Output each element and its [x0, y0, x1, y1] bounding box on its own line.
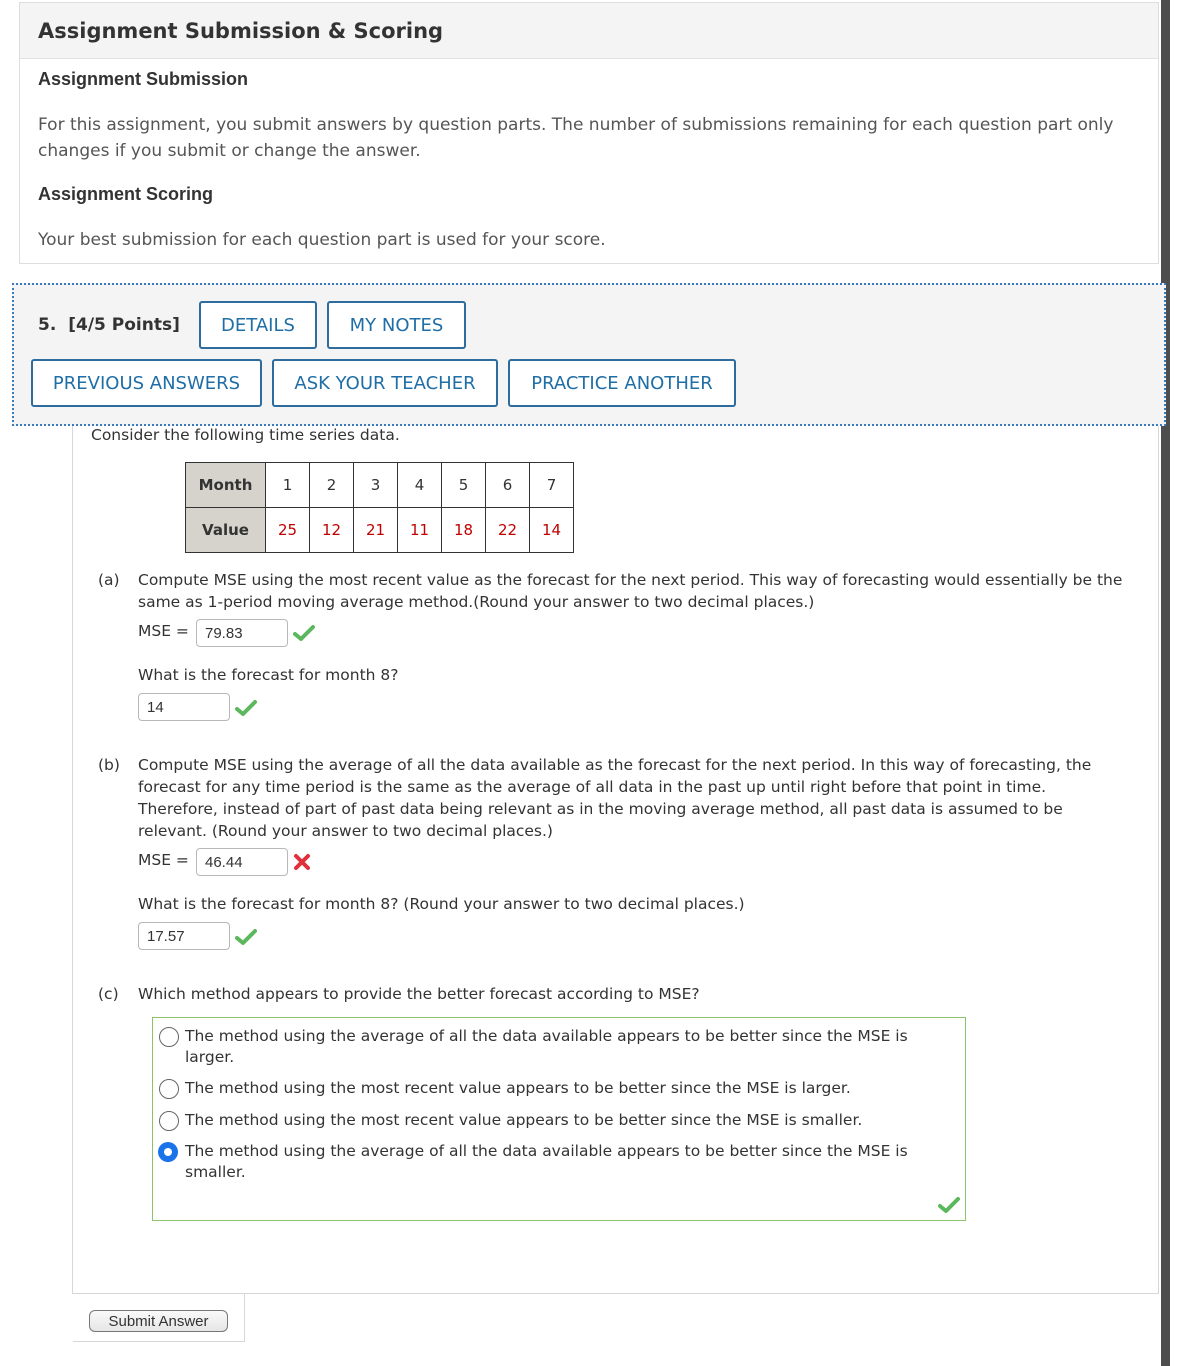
part-a-forecast-question: What is the forecast for month 8?	[138, 666, 399, 684]
ask-your-teacher-button[interactable]: ASK YOUR TEACHER	[272, 359, 498, 407]
question-intro: Consider the following time series data.	[91, 426, 400, 444]
submission-text: For this assignment, you submit answers by question parts. The number of submissions remaining for each question part only changes if you submit or change the answer.	[38, 115, 1114, 161]
question-header	[12, 283, 1166, 426]
value-cell: 11	[398, 508, 442, 553]
value-header: Value	[186, 508, 266, 553]
part-a-text: Compute MSE using the most recent value as the forecast for the next period. This way of forecasting would essentially be the same as 1-period moving average method.(Round your answer to two decimal places.)	[138, 571, 1123, 611]
check-icon	[235, 699, 257, 717]
part-b-forecast-question: What is the forecast for month 8? (Round your answer to two decimal places.)	[138, 895, 745, 913]
month-cell: 4	[398, 463, 442, 508]
radio-option-4-selected[interactable]	[158, 1142, 178, 1162]
month-header: Month	[186, 463, 266, 508]
option-1-text: The method using the average of all the data available appears to be better since the MSE is larger.	[185, 1027, 908, 1066]
submit-answer-button[interactable]: Submit Answer	[89, 1310, 228, 1332]
cross-icon	[293, 853, 311, 871]
scrollbar[interactable]	[1161, 0, 1170, 1366]
table-row-value	[186, 508, 574, 553]
part-b-label: (b)	[98, 756, 120, 774]
part-a-mse-label: MSE =	[138, 622, 189, 640]
value-cell: 12	[310, 508, 354, 553]
value-cell: 22	[486, 508, 530, 553]
assignment-title: Assignment Submission & Scoring	[38, 19, 444, 43]
month-cell: 6	[486, 463, 530, 508]
part-b-mse-input[interactable]: 46.44	[196, 848, 288, 876]
submission-heading: Assignment Submission	[38, 69, 249, 89]
option-3-text: The method using the most recent value appears to be better since the MSE is smaller.	[185, 1111, 863, 1129]
question-number	[38, 315, 180, 335]
my-notes-button[interactable]: MY NOTES	[327, 301, 466, 349]
check-icon	[235, 928, 257, 946]
details-button[interactable]: DETAILS	[199, 301, 317, 349]
table-row-month	[186, 463, 574, 508]
part-c-label: (c)	[98, 985, 119, 1003]
assignment-header	[20, 3, 1158, 59]
part-b-forecast-input[interactable]: 17.57	[138, 922, 230, 950]
time-series-table	[185, 462, 574, 553]
part-b-text: Compute MSE using the average of all the data available as the forecast for the next period. In this way of forecasting, the forecast for any time period is the same as the average of all data in the past up until right before that point in time. Therefore, instead of part of past data being relevant as in the moving average method, all past data is assumed to be relevant. (Round your answer to two decimal places.)	[138, 756, 1092, 840]
radio-option-2[interactable]	[159, 1079, 179, 1099]
value-cell: 18	[442, 508, 486, 553]
radio-option-1[interactable]	[159, 1027, 179, 1047]
value-cell: 14	[530, 508, 574, 553]
month-cell: 3	[354, 463, 398, 508]
part-b-mse-label: MSE =	[138, 851, 189, 869]
value-cell: 21	[354, 508, 398, 553]
assignment-info-box	[19, 2, 1159, 264]
month-cell: 2	[310, 463, 354, 508]
practice-another-button[interactable]: PRACTICE ANOTHER	[508, 359, 736, 407]
month-cell: 5	[442, 463, 486, 508]
part-c-text: Which method appears to provide the better forecast according to MSE?	[138, 985, 700, 1003]
check-icon	[293, 624, 315, 642]
question-points: [4/5 Points]	[68, 315, 180, 335]
part-a-forecast-input[interactable]: 14	[138, 693, 230, 721]
scoring-text: Your best submission for each question part is used for your score.	[38, 230, 606, 250]
month-cell: 7	[530, 463, 574, 508]
option-2-text: The method using the most recent value appears to be better since the MSE is larger.	[185, 1079, 851, 1097]
scoring-heading: Assignment Scoring	[38, 184, 214, 204]
part-a-mse-input[interactable]: 79.83	[196, 619, 288, 647]
previous-answers-button[interactable]: PREVIOUS ANSWERS	[31, 359, 262, 407]
option-4-text: The method using the average of all the data available appears to be better since the MSE is smaller.	[185, 1142, 908, 1181]
check-icon	[938, 1196, 960, 1214]
question-number-label: 5.	[38, 315, 57, 335]
month-cell: 1	[266, 463, 310, 508]
radio-option-3[interactable]	[159, 1111, 179, 1131]
part-a-label: (a)	[98, 571, 120, 589]
value-cell: 25	[266, 508, 310, 553]
